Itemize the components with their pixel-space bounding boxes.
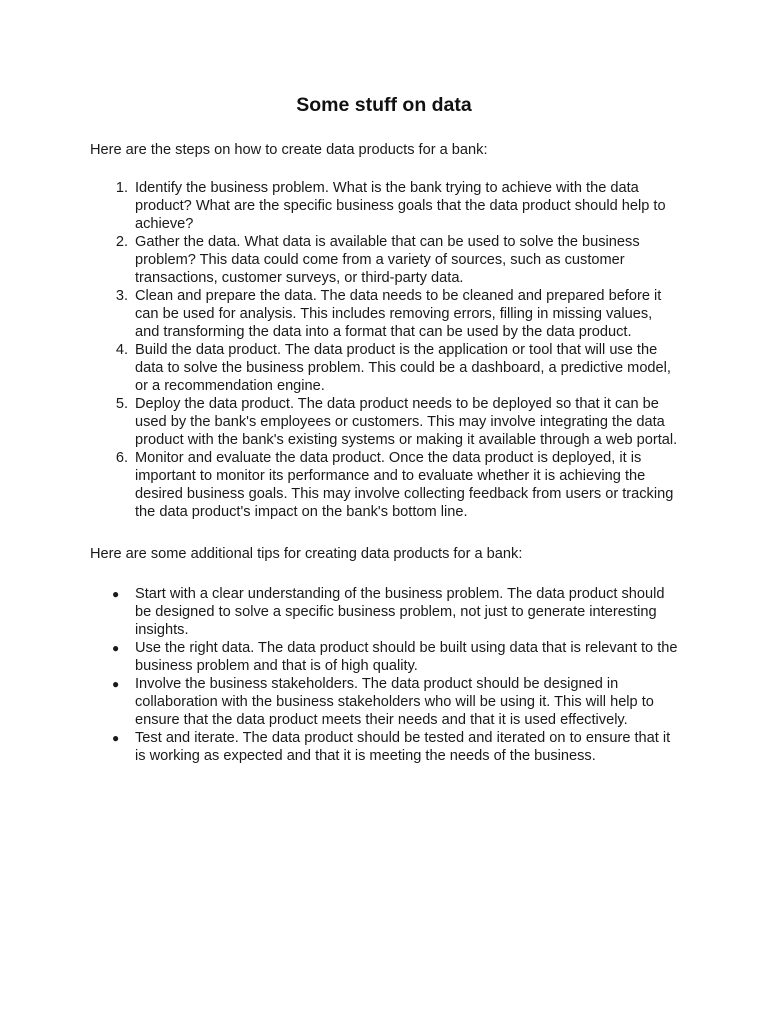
tips-list — [90, 585, 678, 765]
list-item-text: Build the data product. The data product is the application or tool that will use the data to solve the business problem. This could be a dashboard, a predictive model, or a recommendation engine. — [135, 342, 671, 394]
list-number: 2. — [115, 234, 128, 250]
list-item — [90, 675, 678, 729]
list-item-text: Use the right data. The data product should be built using data that is relevant to the business problem and that is of high quality. — [135, 640, 678, 674]
list-item-text: Test and iterate. The data product should be tested and iterated on to ensure that it is working as expected and that it is meeting the needs of the business. — [135, 730, 671, 764]
bullet-icon: ● — [112, 731, 120, 745]
tips-intro-paragraph: Here are some additional tips for creating data products for a bank: — [90, 546, 523, 562]
list-number: 6. — [115, 450, 128, 466]
list-item — [90, 341, 678, 395]
list-item-text: Start with a clear understanding of the business problem. The data product should be designed to solve a specific business problem, not just to generate interesting insights. — [135, 586, 665, 638]
list-item — [90, 449, 678, 521]
bullet-icon: ● — [112, 587, 120, 601]
list-item — [90, 585, 678, 639]
page-title: Some stuff on data — [296, 94, 472, 116]
steps-list — [90, 179, 678, 521]
list-item — [90, 639, 678, 675]
list-number: 1. — [115, 180, 128, 196]
list-item-text: Deploy the data product. The data product needs to be deployed so that it can be used by the bank's employees or customers. This may involve integrating the data product with the bank's existing systems or making it available through a web portal. — [135, 396, 678, 448]
list-number: 5. — [115, 396, 128, 412]
list-item-text: Involve the business stakeholders. The data product should be designed in collaboration with the business stakeholders who will be using it. This will help to ensure that the data product meets their needs and that it is used effectively. — [135, 676, 654, 728]
list-number: 4. — [115, 342, 128, 358]
list-item-text: Gather the data. What data is available that can be used to solve the business problem? This data could come from a variety of sources, such as customer transactions, customer surveys, or third-party data. — [135, 234, 640, 286]
list-item — [90, 233, 678, 287]
list-item — [90, 395, 678, 449]
list-item-text: Monitor and evaluate the data product. Once the data product is deployed, it is important to monitor its performance and to evaluate whether it is achieving the desired business goals. This may involve collecting feedback from users or tracking the data product's impact on the bank's bottom line. — [135, 450, 674, 520]
bullet-icon: ● — [112, 677, 120, 691]
bullet-icon: ● — [112, 641, 120, 655]
intro-paragraph: Here are the steps on how to create data products for a bank: — [90, 142, 488, 158]
list-item — [90, 287, 678, 341]
list-item-text: Clean and prepare the data. The data needs to be cleaned and prepared before it can be used for analysis. This includes removing errors, filling in missing values, and transforming the data into a format that can be used by the data product. — [135, 288, 662, 340]
list-item — [90, 729, 678, 765]
list-item-text: Identify the business problem. What is the bank trying to achieve with the data product? What are the specific business goals that the data product should help to achieve? — [135, 180, 666, 232]
list-item — [90, 179, 678, 233]
list-number: 3. — [115, 288, 128, 304]
